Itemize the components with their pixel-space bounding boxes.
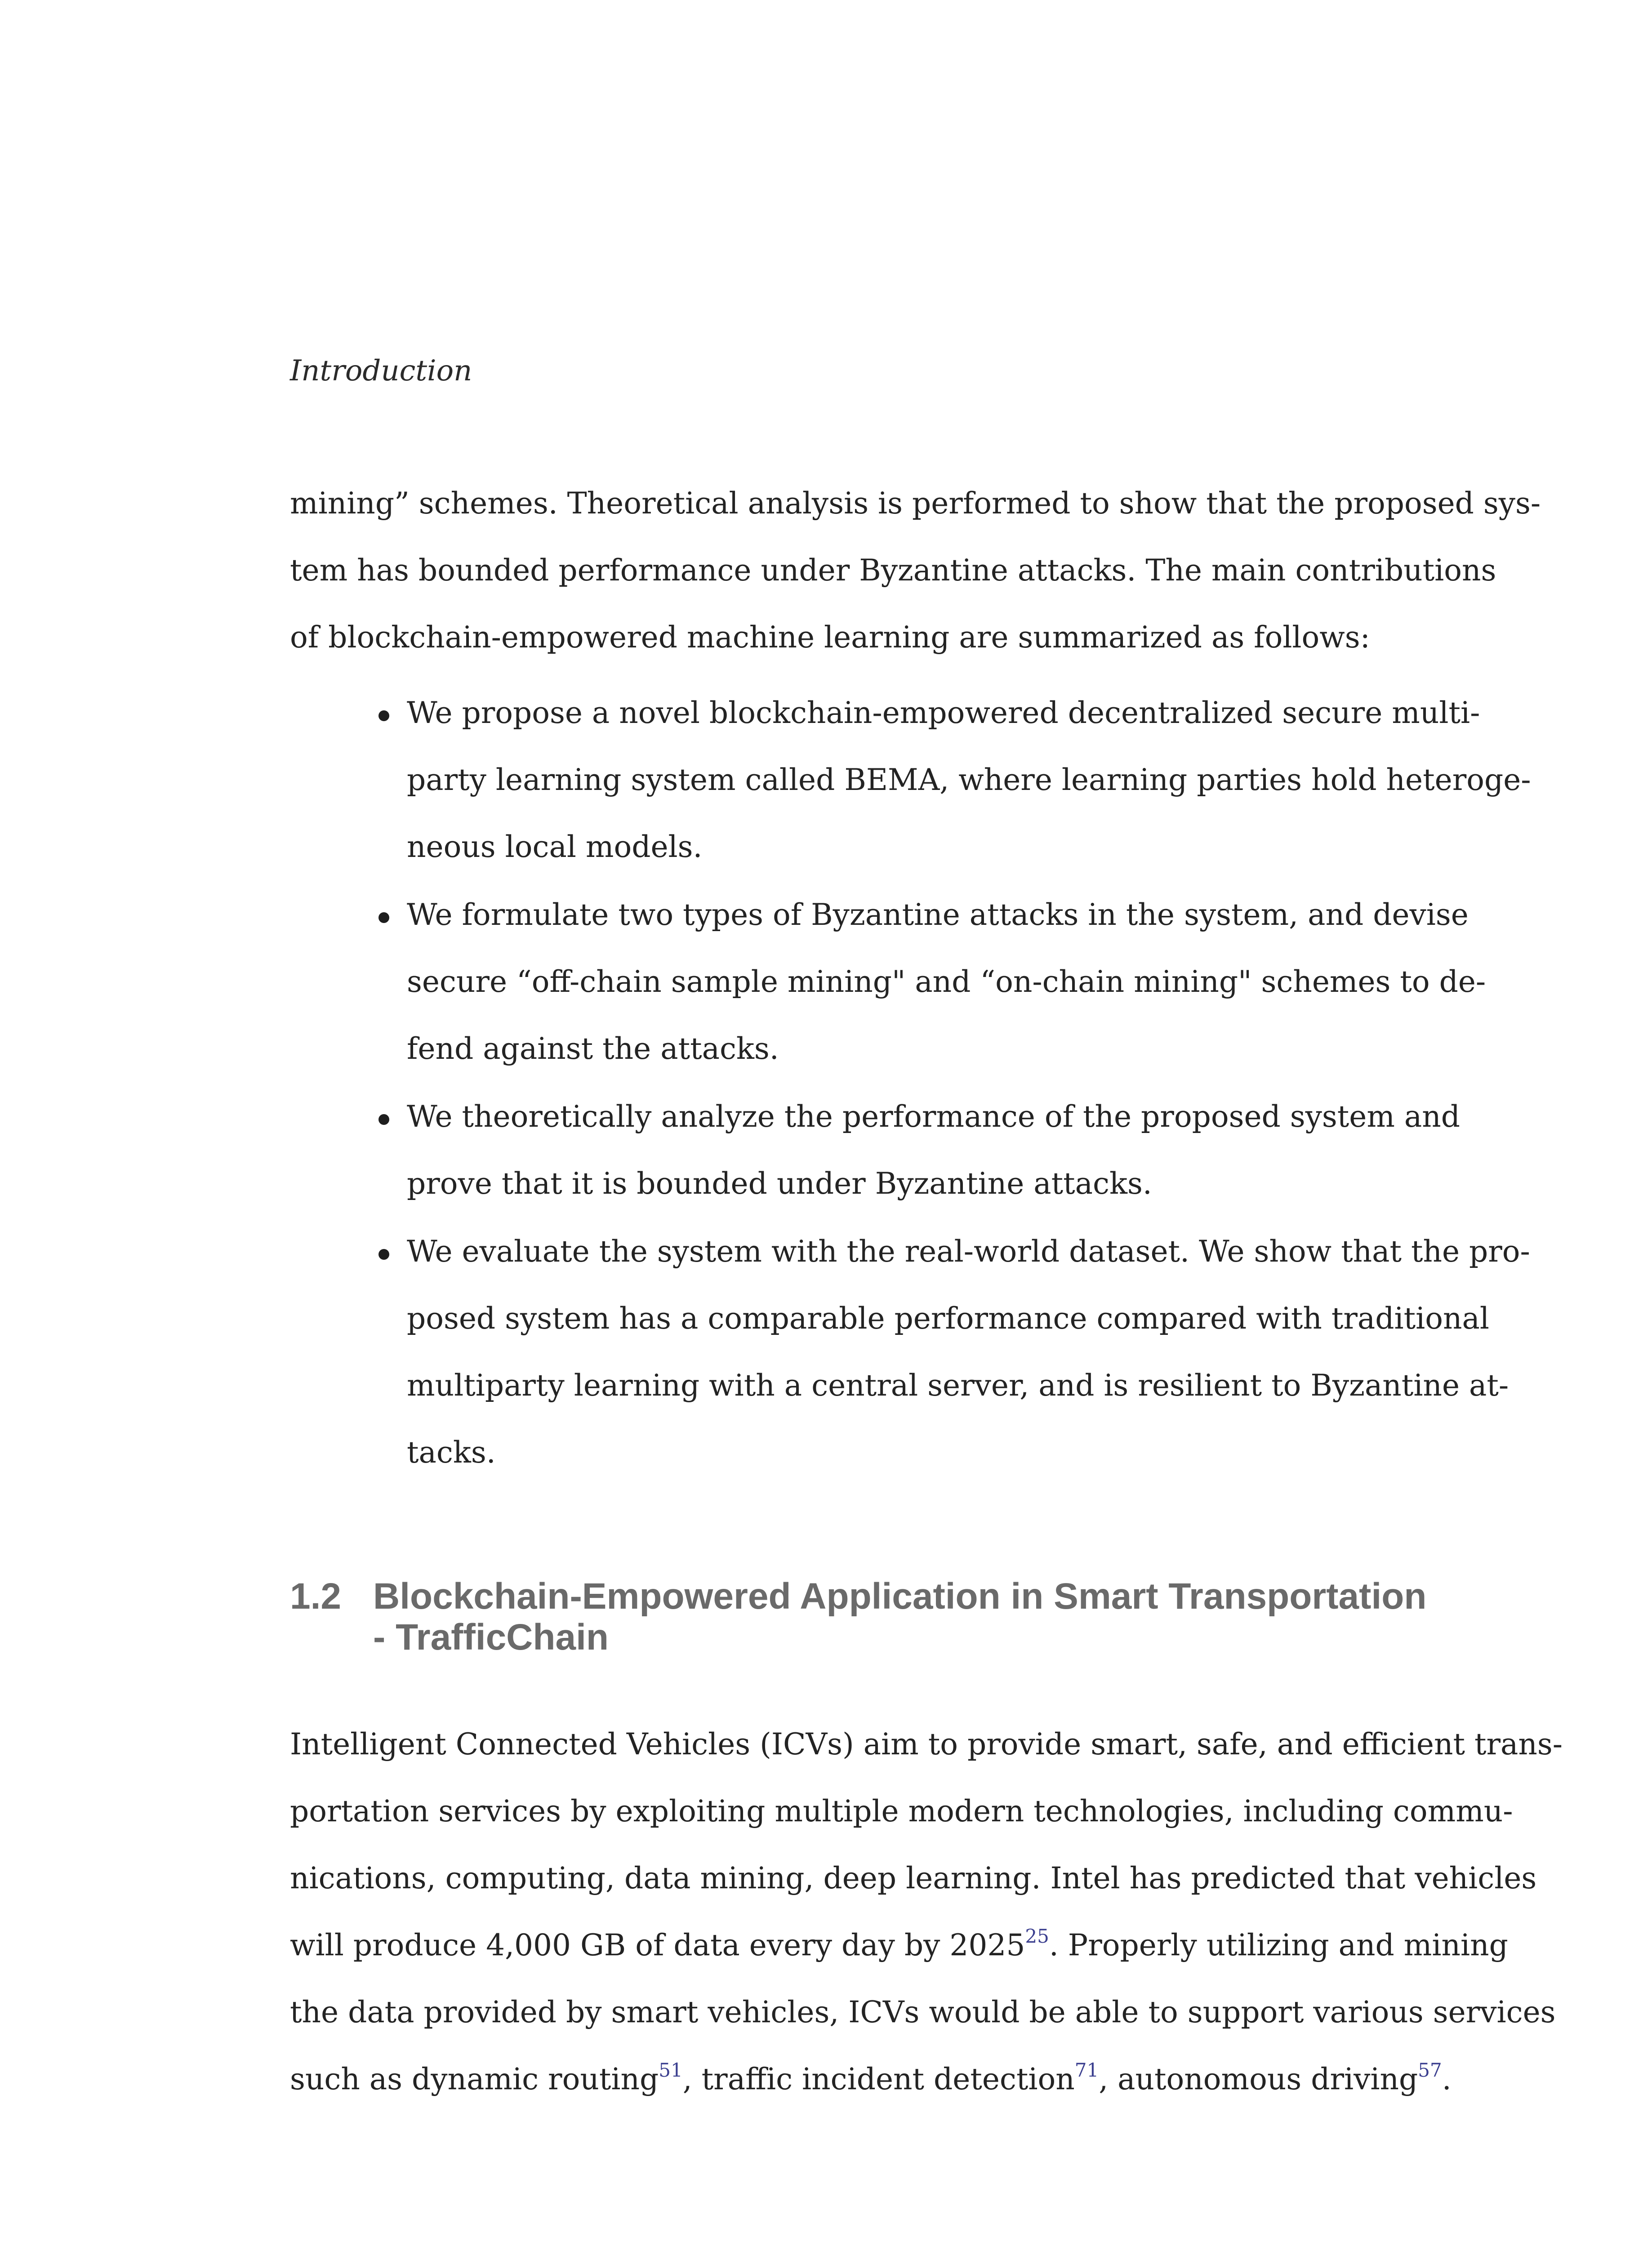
paragraph-line: Intelligent Connected Vehicles (ICVs) aim to provide smart, safe, and efficient trans- — [290, 1727, 1563, 1762]
paragraph-line: nications, computing, data mining, deep learning. Intel has predicted that vehicles — [290, 1861, 1537, 1896]
list-item-line: posed system has a comparable performance compared with traditional — [407, 1301, 1489, 1336]
list-item-line: We evaluate the system with the real-world dataset. We show that the pro- — [407, 1234, 1530, 1269]
paragraph-line: portation services by exploiting multiple modern technologies, including commu- — [290, 1794, 1513, 1829]
section-heading-continued: - TrafficChain — [373, 1617, 609, 1658]
citation-link[interactable]: 25 — [1025, 1925, 1049, 1947]
paragraph-line — [290, 1925, 1508, 1963]
list-item-line: fend against the attacks. — [407, 1031, 779, 1066]
list-item-line: We theoretically analyze the performance of the proposed system and — [407, 1099, 1460, 1134]
section-heading — [290, 1576, 1504, 1617]
list-item-line: We propose a novel blockchain-empowered decentralized secure multi- — [407, 696, 1480, 730]
paragraph-line — [290, 2061, 1454, 2097]
paragraph-line: the data provided by smart vehicles, ICVs would be able to support various services — [290, 1995, 1556, 2029]
list-item-line: party learning system called BEMA, where learning parties hold heteroge- — [407, 763, 1531, 797]
bullet-icon — [378, 912, 389, 923]
list-item-line: prove that it is bounded under Byzantine attacks. — [407, 1166, 1152, 1201]
text-run: . Properly utilizing and mining — [1049, 1928, 1508, 1963]
text-run: will produce 4,000 GB of data every day by 2025 — [290, 1928, 1025, 1963]
bullet-icon — [378, 710, 389, 721]
list-item-line: We formulate two types of Byzantine attacks in the system, and devise — [407, 897, 1469, 932]
section-title: Blockchain-Empowered Application in Smart Transportation — [373, 1576, 1427, 1617]
paragraph-line: tem has bounded performance under Byzantine attacks. The main contributions — [290, 553, 1496, 588]
text-run: , autonomous driving — [1099, 2062, 1418, 2096]
running-head: Introduction — [290, 354, 472, 388]
paragraph-line: of blockchain-empowered machine learning are summarized as follows: — [290, 620, 1370, 655]
section-number: 1.2 — [290, 1576, 341, 1617]
citation-link[interactable]: 57 — [1418, 2059, 1442, 2081]
citation-link[interactable]: 51 — [659, 2059, 683, 2081]
bullet-icon — [378, 1114, 389, 1125]
text-run: , traffic incident detection — [682, 2062, 1075, 2096]
list-item-line: tacks. — [407, 1435, 496, 1470]
text-run: . — [1442, 2062, 1452, 2096]
paragraph-line: mining” schemes. Theoretical analysis is performed to show that the proposed sys- — [290, 486, 1541, 521]
list-item-line: neous local models. — [407, 830, 703, 864]
bullet-icon — [378, 1249, 389, 1260]
list-item-line: secure “off-chain sample mining" and “on-chain mining" schemes to de- — [407, 964, 1486, 999]
list-item-line: multiparty learning with a central server, and is resilient to Byzantine at- — [407, 1368, 1509, 1403]
text-run: such as dynamic routing — [290, 2062, 659, 2096]
citation-link[interactable]: 71 — [1074, 2059, 1099, 2081]
